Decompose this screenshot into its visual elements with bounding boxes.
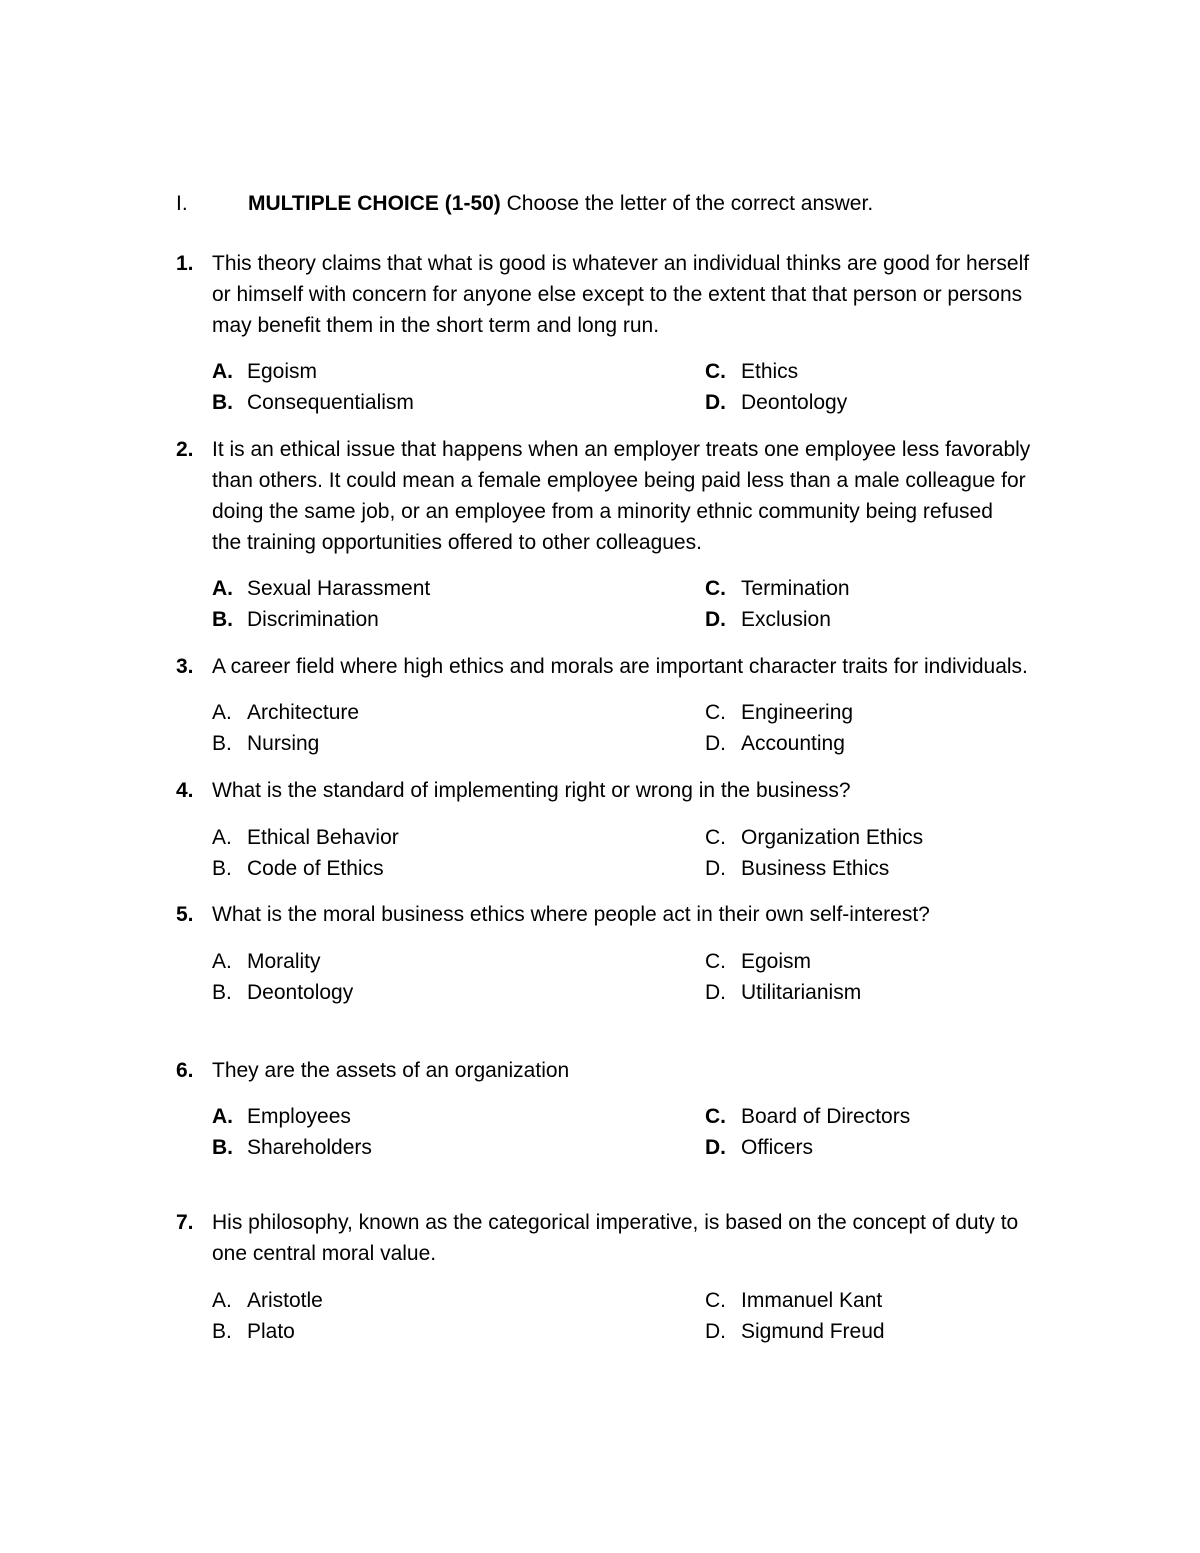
question-number: 7. <box>176 1211 194 1234</box>
section-heading <box>248 188 873 219</box>
option-text: Egoism <box>247 360 318 383</box>
option-text: Consequentialism <box>247 391 414 414</box>
option-letter: A. <box>212 950 232 973</box>
option-letter: B. <box>212 1136 233 1159</box>
option-text: Employees <box>247 1105 351 1128</box>
option-letter: D. <box>705 391 726 414</box>
question-number: 4. <box>176 779 194 802</box>
question-line: one central moral value. <box>212 1242 437 1265</box>
option-letter: C. <box>705 701 726 724</box>
option-letter: D. <box>705 857 726 880</box>
option-text: Engineering <box>741 701 854 724</box>
option-letter: A. <box>212 701 232 724</box>
option-text: Shareholders <box>247 1136 372 1159</box>
option-text: Termination <box>741 577 850 600</box>
section-instruction: Choose the letter of the correct answer. <box>500 192 874 215</box>
question-line: His philosophy, known as the categorical imperative, is based on the concept of duty to <box>212 1211 1019 1234</box>
option-text: Nursing <box>247 732 320 755</box>
option-text: Deontology <box>247 981 354 1004</box>
option-text: Immanuel Kant <box>741 1289 883 1312</box>
question-line: A career field where high ethics and morals are important character traits for individuals. <box>212 655 1028 678</box>
option-text: Aristotle <box>247 1289 323 1312</box>
question-line: than others. It could mean a female employee being paid less than a male colleague for <box>212 469 1026 492</box>
option-text: Deontology <box>741 391 848 414</box>
option-letter: C. <box>705 826 726 849</box>
option-letter: B. <box>212 732 232 755</box>
question-number: 1. <box>176 252 194 275</box>
option-letter: B. <box>212 981 232 1004</box>
option-text: Accounting <box>741 732 845 755</box>
question-text <box>212 1055 1072 1086</box>
option-letter: B. <box>212 1320 232 1343</box>
option-text: Officers <box>741 1136 813 1159</box>
option-letter: C. <box>705 950 726 973</box>
question-text <box>212 434 1072 558</box>
option-text: Exclusion <box>741 608 831 631</box>
question-text <box>212 1207 1072 1269</box>
question-line: This theory claims that what is good is whatever an individual thinks are good for herself <box>212 252 1030 275</box>
option-text: Architecture <box>247 701 360 724</box>
question-text <box>212 899 1072 930</box>
question-text <box>212 248 1072 341</box>
option-letter: C. <box>705 577 726 600</box>
option-letter: B. <box>212 391 233 414</box>
option-letter: A. <box>212 577 233 600</box>
option-text: Plato <box>247 1320 295 1343</box>
option-letter: A. <box>212 1105 233 1128</box>
option-letter: C. <box>705 1105 726 1128</box>
section-title: MULTIPLE CHOICE (1-50) <box>248 192 501 215</box>
question-line: What is the moral business ethics where people act in their own self-interest? <box>212 903 930 926</box>
option-letter: A. <box>212 1289 232 1312</box>
option-letter: B. <box>212 857 232 880</box>
question-line: or himself with concern for anyone else except to the extent that that person or persons <box>212 283 1023 306</box>
question-number: 2. <box>176 438 194 461</box>
option-text: Organization Ethics <box>741 826 924 849</box>
question-line: What is the standard of implementing right or wrong in the business? <box>212 779 851 802</box>
question-number: 3. <box>176 655 194 678</box>
question-line: They are the assets of an organization <box>212 1059 570 1082</box>
option-letter: D. <box>705 732 726 755</box>
question-number: 5. <box>176 903 194 926</box>
option-text: Morality <box>247 950 321 973</box>
option-letter: A. <box>212 360 233 383</box>
option-text: Utilitarianism <box>741 981 862 1004</box>
option-text: Discrimination <box>247 608 379 631</box>
option-text: Business Ethics <box>741 857 890 880</box>
option-text: Ethics <box>741 360 799 383</box>
option-text: Sigmund Freud <box>741 1320 885 1343</box>
option-letter: C. <box>705 360 726 383</box>
option-text: Egoism <box>741 950 812 973</box>
section-number: I. <box>176 192 188 215</box>
option-letter: D. <box>705 1136 726 1159</box>
question-line: the training opportunities offered to other colleagues. <box>212 531 702 554</box>
option-letter: D. <box>705 608 726 631</box>
question-line: may benefit them in the short term and long run. <box>212 314 660 337</box>
question-number: 6. <box>176 1059 194 1082</box>
question-text <box>212 775 1072 806</box>
option-text: Ethical Behavior <box>247 826 399 849</box>
option-text: Code of Ethics <box>247 857 384 880</box>
option-letter: C. <box>705 1289 726 1312</box>
question-text <box>212 651 1072 682</box>
option-letter: A. <box>212 826 232 849</box>
option-letter: D. <box>705 981 726 1004</box>
option-letter: D. <box>705 1320 726 1343</box>
question-line: It is an ethical issue that happens when an employer treats one employee less favorably <box>212 438 1031 461</box>
option-letter: B. <box>212 608 233 631</box>
option-text: Board of Directors <box>741 1105 911 1128</box>
question-line: doing the same job, or an employee from a minority ethnic community being refused <box>212 500 993 523</box>
option-text: Sexual Harassment <box>247 577 431 600</box>
